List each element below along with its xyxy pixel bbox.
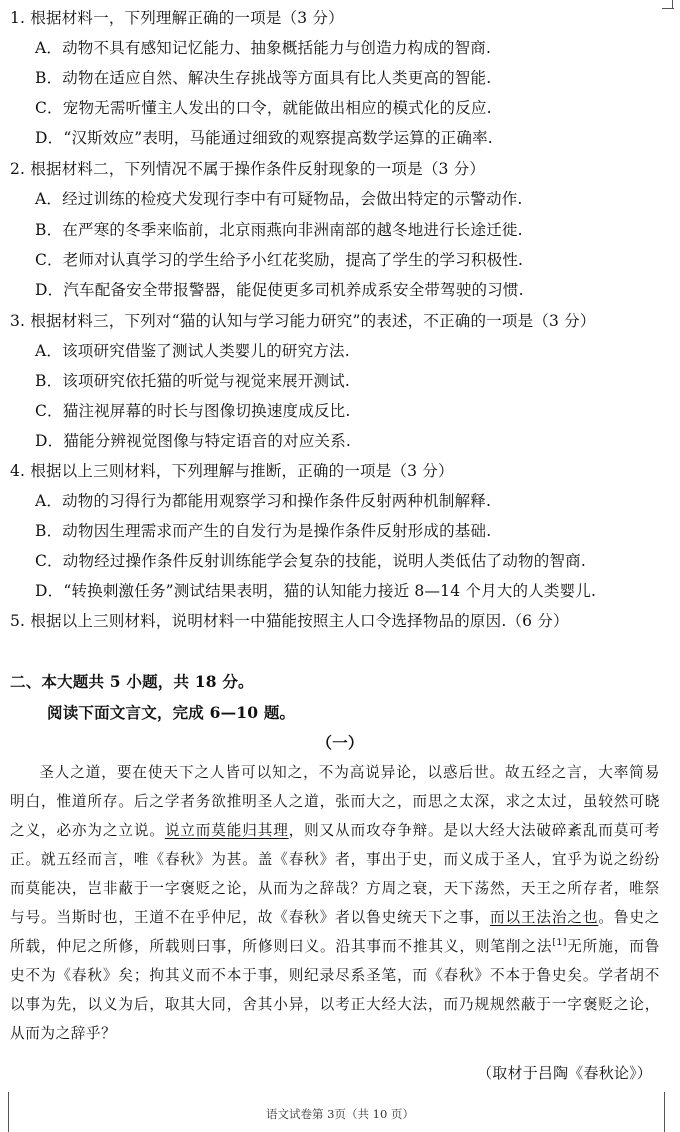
- footnote-marker: [1]: [552, 938, 567, 949]
- passage-subtitle: （一）: [316, 733, 364, 752]
- question-2-option-b: B．在严寒的冬季来临前，北京雨燕向非洲南部的越冬地进行长途迁徙.: [35, 221, 523, 239]
- crop-mark-top-right: [672, 0, 674, 8]
- question-1-stem: 1. 根据材料一，下列理解正确的一项是（3 分）: [10, 9, 344, 27]
- question-3-stem: 3. 根据材料三，下列对“猫的认知与学习能力研究”的表述，不正确的一项是（3 分）: [10, 312, 596, 330]
- passage-text-1: 圣人之道，要在使天下之人皆可以知之，不为高说异论，以惑后世。故五经之言，大率简易明白，惟道所存。后之学者务欲推明圣人之道，张而大之，而思之太深，求之太过，虽较然可晓之义，必亦为之立说。: [10, 764, 660, 839]
- question-3-option-b: B．该项研究依托猫的听觉与视觉来展开测试.: [35, 372, 351, 390]
- passage-source: （取材于吕陶《春秋论》）: [477, 1064, 652, 1082]
- question-1-option-d: D．“汉斯效应”表明，马能通过细致的观察提高数学运算的正确率.: [35, 129, 493, 147]
- question-2-option-a: A．经过训练的检疫犬发现行李中有可疑物品，会做出特定的示警动作.: [35, 190, 523, 208]
- question-2-option-d: D．汽车配备安全带报警器，能促使更多司机养成系安全带驾驶的习惯.: [35, 281, 524, 299]
- passage-text-4: 无所施，而鲁史不为《春秋》矣；拘其义而不本于事，则纪录尽系圣笔，而《春秋》不本于鲁史矣。学者胡不以事为先，以义为后，取其大同，舍其小异，以考正大经大法，而乃规规然蔽于一字褒贬之论，从而为之辞乎？: [10, 938, 660, 1042]
- question-4-option-c: C．动物经过操作条件反射训练能学会复杂的技能，说明人类低估了动物的智商.: [35, 552, 586, 570]
- question-3-option-d: D．猫能分辨视觉图像与特定语音的对应关系.: [35, 432, 352, 450]
- question-4-stem: 4. 根据以上三则材料，下列理解与推断，正确的一项是（3 分）: [10, 462, 454, 480]
- crop-mark-bottom-right: [664, 1092, 666, 1132]
- question-4-option-b: B．动物因生理需求而产生的自发行为是操作条件反射形成的基础.: [35, 522, 492, 540]
- question-3-option-a: A．该项研究借鉴了测试人类婴儿的研究方法.: [35, 342, 350, 360]
- crop-mark-top-right-horizontal: [662, 8, 674, 10]
- question-1-option-b: B．动物在适应自然、解决生存挑战等方面具有比人类更高的智能.: [35, 69, 492, 87]
- section-2-title: 二、本大题共 5 小题，共 18 分。: [10, 672, 254, 691]
- question-1-option-c: C．宠物无需听懂主人发出的口令，就能做出相应的模式化的反应.: [35, 99, 492, 117]
- question-5-stem: 5. 根据以上三则材料，说明材料一中猫能按照主人口令选择物品的原因.（6 分）: [10, 612, 569, 630]
- passage-text-3: 。鲁史之所载，仲尼之所修，所载则曰事，所修则曰义。沿其事而不推其义，则笔削之法: [10, 909, 661, 955]
- question-3-option-c: C．猫注视屏幕的时长与图像切换速度成反比.: [35, 402, 351, 420]
- crop-mark-bottom-left: [8, 1092, 10, 1132]
- classical-passage: [10, 758, 660, 1048]
- question-4-option-d: D．“转换刺激任务”测试结果表明，猫的认知能力接近 8—14 个月大的人类婴儿.: [35, 582, 597, 600]
- page-footer: 语文试卷第 3页（共 10 页）: [266, 1107, 414, 1121]
- question-1-option-a: A．动物不具有感知记忆能力、抽象概括能力与创造力构成的智商.: [35, 39, 492, 57]
- question-4-option-a: A．动物的习得行为都能用观察学习和操作条件反射两种机制解释.: [35, 492, 492, 510]
- underlined-sentence-2: 而以王法治之也: [489, 909, 599, 926]
- passage-text-2: ，则又从而攻夺争辩。是以大经大法破碎紊乱而莫可考正。就五经而言，唯《春秋》为甚。盖《春秋》者，事出于史，而义成于圣人，宜乎为说之纷纷而莫能决，岂非蔽于一字褒贬之论，从而为之辞哉？方周之衰，天下荡然，天王之所存者，唯祭与号。当斯时也，王道不在乎仲尼，故《春秋》者以鲁史统天下之事，: [10, 822, 660, 926]
- section-2-instruction: 阅读下面文言文，完成 6—10 题。: [47, 703, 296, 722]
- question-2-stem: 2. 根据材料二，下列情况不属于操作条件反射现象的一项是（3 分）: [10, 160, 486, 178]
- underlined-sentence-1: 说立而莫能归其理: [164, 822, 289, 839]
- question-2-option-c: C．老师对认真学习的学生给予小红花奖励，提高了学生的学习积极性.: [35, 251, 524, 269]
